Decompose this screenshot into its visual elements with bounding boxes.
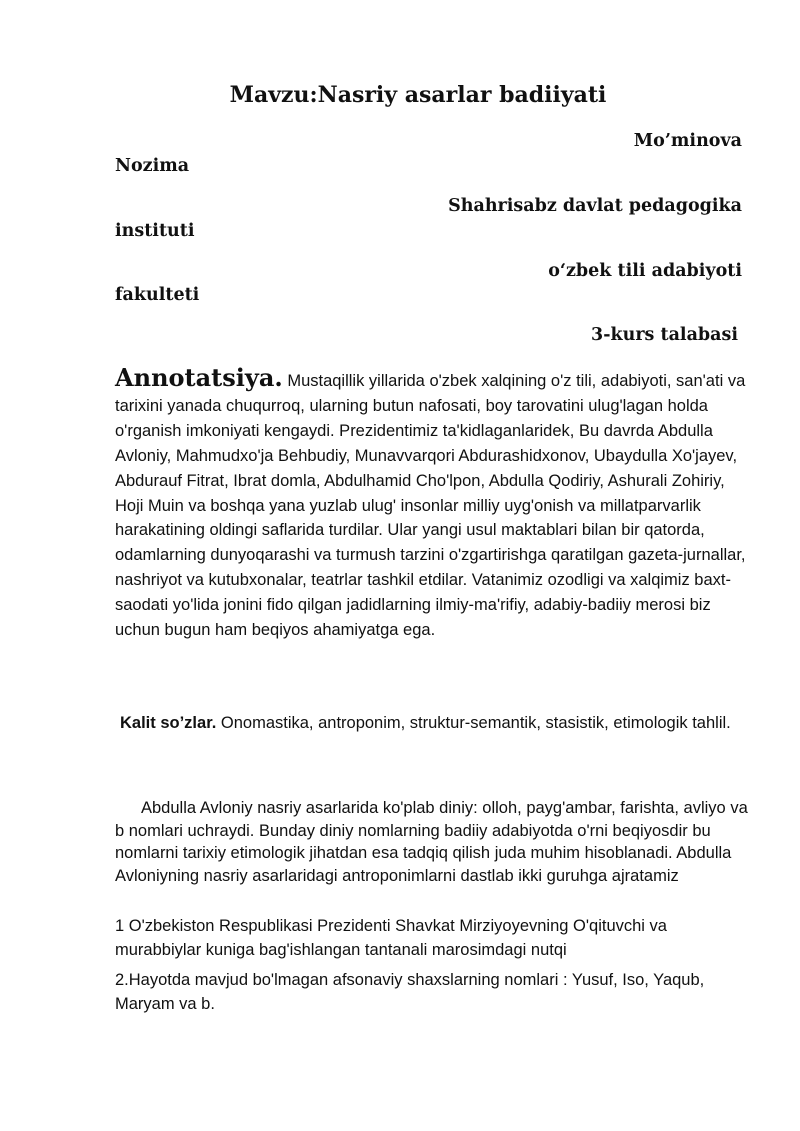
- footnote-1: 1 O'zbekiston Respublikasi Prezidenti Shavkat Mirziyoyevning O'qituvchi va murabbiylar kuniga bag'ishlangan tantanali marosimdagi nutqi: [115, 917, 667, 959]
- faculty-line1: o‘zbek tili adabiyoti: [548, 261, 742, 281]
- institution-line2: instituti: [115, 221, 195, 241]
- faculty-line2: fakulteti: [115, 285, 200, 305]
- footnote-2: 2.Hayotda mavjud bo'lmagan afsonaviy shaxslarning nomlari : Yusuf, Iso, Yaqub, Maryam va b.: [115, 971, 705, 1013]
- abstract-heading: Annotatsiya: [115, 363, 275, 392]
- abstract-paragraph: [115, 363, 755, 643]
- page-title: Mavzu:Nasriy asarlar badiiyati: [229, 82, 607, 108]
- body-paragraph: Abdulla Avloniy nasriy asarlarida ko'plab diniy: olloh, payg'ambar, farishta, avliyo va b nomlari uchraydi. Bunday diniy nomlarning badiiy adabiyotda o'rni beqiyosdir bu nomlarni tarixiy etimologik jihatdan esa tadqiq qilish juda muhim hisoblanadi. Abdulla Avloniyning nasriy asarlaridagi antroponimlarni dastlab ikki guruhga ajratamiz: [115, 799, 748, 885]
- abstract-text: Mustaqillik yillarida o'zbek xalqining o'z tili, adabiyoti, san'ati va tarixini yanada chuqurroq, ularning butun nafosati, boy tarovatini ulug'lagan holda o'rganish imkoniyati kengaydi. Prezidentimiz ta'kidlaganlaridek, Bu davrda Abdulla Avloniy, Mahmudxo'ja Behbudiy, Munavvarqori Abdurashidxonov, Ubaydulla Xo'jayev, Abdurauf Fitrat, Ibrat domla, Abdulhamid Cho'lpon, Abdulla Qodiriy, Ashurali Zohiriy, Hoji Muin va boshqa yana yuzlab ulug' insonlar milliy uyg'onish va millatparvarlik harakatining oldingi saflarida turdilar. Ular yangi usul maktablari bilan bir qatorda, odamlarning dunyoqarashi va turmush tarzini o'zgartirishga qaratilgan gazeta-jurnallar, nashriyot va kutubxonalar, teatrlar tashkil etdilar. Vatanimiz ozodligi va xalqimiz baxt-saodati yo'lida jonini fido qilgan jadidlarning ilmiy-ma'rifiy, adabiy-badiiy merosi biz uchun bugun ham beqiyos ahamiyatga ega.: [115, 372, 746, 640]
- author-name-line1: Mo’minova: [633, 131, 742, 151]
- keywords-label: Kalit so’zlar.: [120, 714, 217, 732]
- course-line: 3-kurs talabasi: [591, 325, 738, 345]
- abstract-heading-punct: .: [274, 363, 283, 392]
- keywords-text: Onomastika, antroponim, struktur-semantik, stasistik, etimologik tahlil.: [216, 714, 731, 732]
- author-name-line2: Nozima: [115, 156, 190, 176]
- keywords-paragraph: [115, 712, 755, 734]
- institution-line1: Shahrisabz davlat pedagogika: [448, 196, 742, 216]
